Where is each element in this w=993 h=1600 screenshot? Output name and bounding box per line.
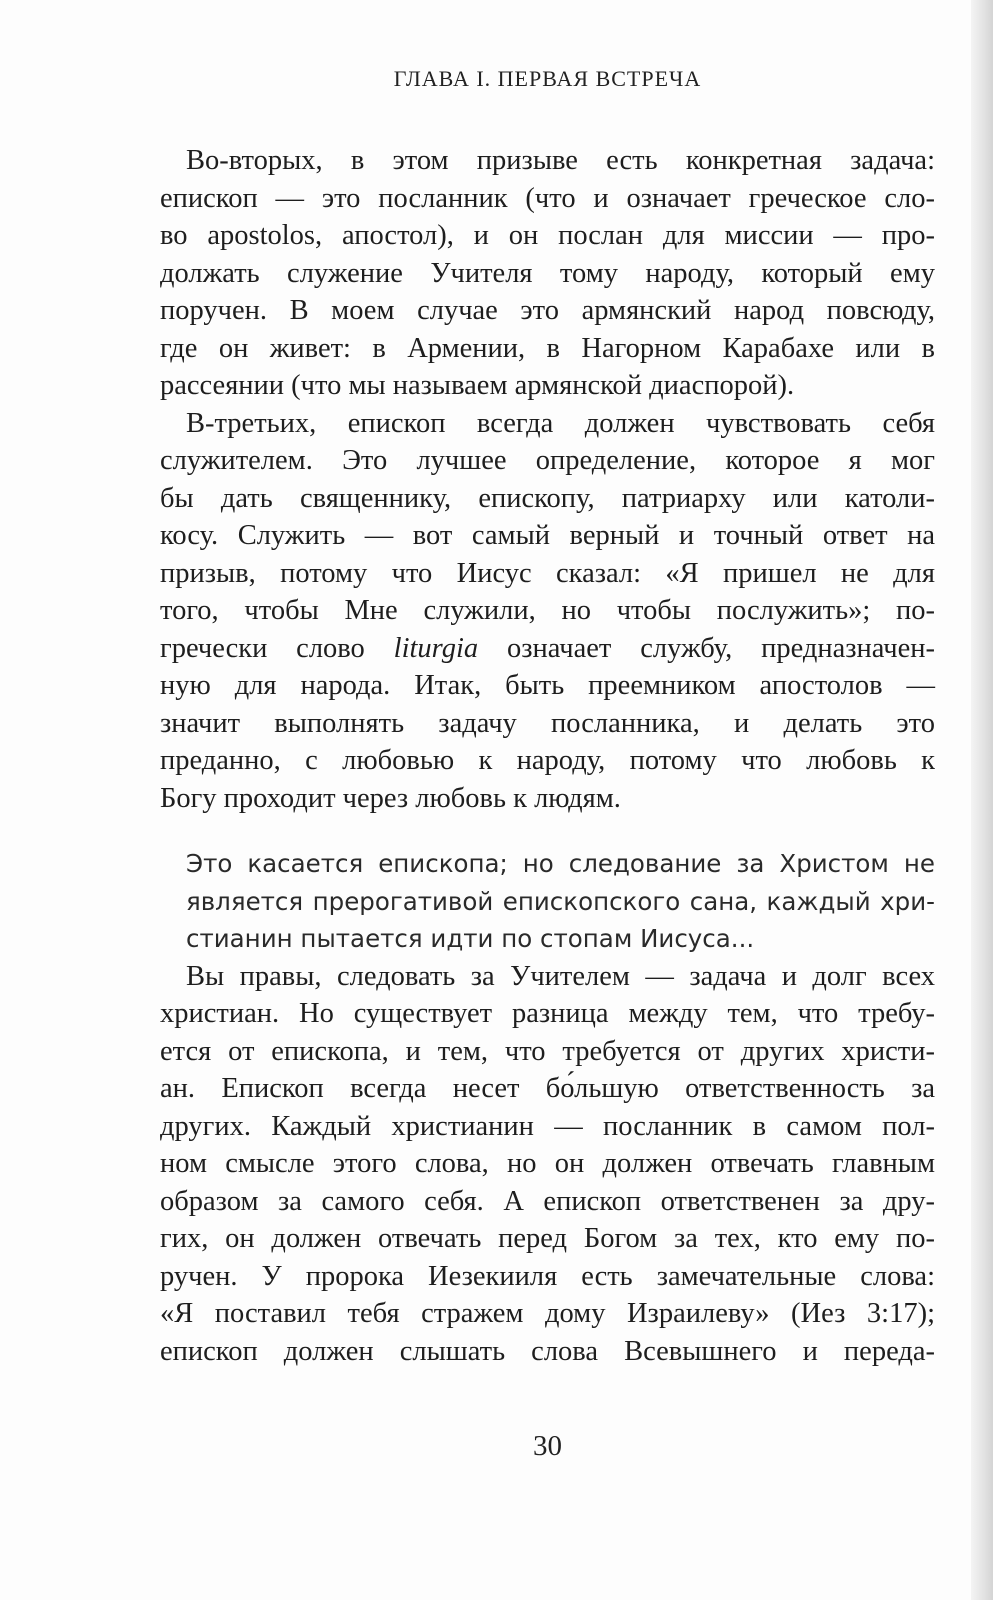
text-line: поручен. В моем случае это армянский народ повсюду,: [160, 295, 935, 326]
text-line: ан. Епископ всегда несет бо́льшую ответственность за: [160, 1073, 935, 1104]
text-line: епископ — это посланник (что и означает греческое сло-: [160, 182, 935, 214]
text-line: Во-вторых, в этом призыве есть конкретная задача:: [186, 145, 935, 176]
text-line: служителем. Это лучшее определение, которое я мог: [160, 445, 935, 476]
question-line: Это касается епископа; но следование за Христом не: [186, 849, 935, 878]
text-line: гих, он должен отвечать перед Богом за тех, кто ему по-: [160, 1223, 935, 1254]
question-line: стианин пытается идти по стопам Иисуса...: [186, 924, 755, 953]
text-line: того, чтобы Мне служили, но чтобы послужить»; по-: [160, 595, 935, 626]
text-line: должать служение Учителя тому народу, который ему: [160, 257, 935, 289]
paragraph-2: [160, 405, 935, 818]
text-line: где он живет: в Армении, в Нагорном Карабахе или в: [160, 332, 935, 364]
running-head: ГЛАВА I. ПЕРВАЯ ВСТРЕЧА: [393, 66, 702, 91]
paragraph-3: [160, 958, 935, 1371]
text-line: рассеянии (что мы называем армянской диаспорой).: [160, 370, 795, 401]
text-line: ручен. У пророка Иезекииля есть замечательные слова:: [160, 1260, 935, 1292]
text-fragment: гречески слово: [160, 632, 394, 664]
italic-term: liturgia: [393, 632, 479, 664]
text-fragment: означает службу, предназначен-: [478, 632, 935, 664]
text-line: епископ должен слышать слова Всевышнего и переда-: [160, 1335, 935, 1367]
text-line: ется от епископа, и тем, что требуется от других христи-: [160, 1035, 935, 1067]
text-line: ную для народа. Итак, быть преемником апостолов —: [160, 670, 935, 701]
text-line: преданно, с любовью к народу, потому что любовь к: [160, 745, 935, 776]
text-line: образом за самого себя. А епископ ответственен за дру-: [160, 1185, 935, 1217]
text-line: Вы правы, следовать за Учителем — задача и долг всех: [186, 960, 935, 992]
text-line: призыв, потому что Иисус сказал: «Я пришел не для: [160, 557, 935, 589]
page-number: 30: [533, 1430, 562, 1462]
text-line: других. Каждый христианин — посланник в самом пол-: [160, 1110, 935, 1142]
body-text: [160, 142, 935, 1370]
page-edge-shadow: [971, 0, 993, 1600]
paragraph-1: [160, 142, 935, 405]
text-line: бы дать священнику, епископу, патриарху или католи-: [160, 482, 935, 514]
text-line: ном смысле этого слова, но он должен отвечать главным: [160, 1148, 935, 1179]
question-line: является прерогативой епископского сана, каждый хри-: [186, 886, 935, 916]
text-line: косу. Служить — вот самый верный и точный ответ на: [160, 520, 935, 551]
text-line: В-третьих, епископ всегда должен чувствовать себя: [186, 407, 935, 439]
text-line: Богу проходит через любовь к людям.: [160, 782, 621, 814]
text-line: христиан. Но существует разница между тем, что требу-: [160, 998, 935, 1029]
interviewer-question: [160, 845, 935, 958]
text-line: «Я поставил тебя стражем дому Израилеву» (Иез 3:17);: [160, 1298, 935, 1329]
text-line: во apostolos, апостол), и он послан для миссии — про-: [160, 220, 935, 251]
text-line-with-italic: [160, 630, 935, 668]
text-line: значит выполнять задачу посланника, и делать это: [160, 707, 935, 739]
